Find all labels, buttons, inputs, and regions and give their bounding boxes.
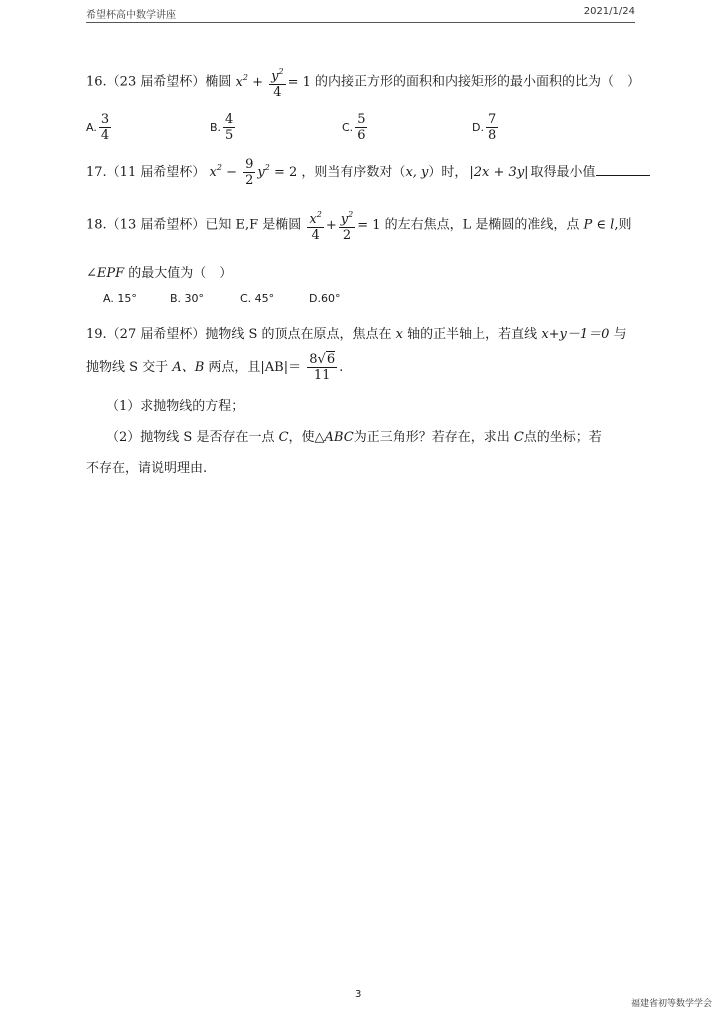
q17-prefix: 17.（11 届希望杯） [86,165,206,180]
page-number: 3 [355,989,362,1000]
q17-equation: $x^2$ − $\frac{9}{2}$ $y^2 = 2$ [209,157,298,188]
question-17: 17.（11 届希望杯） $x^2$ − $\frac{9}{2}$ $y^2 = 2$ ，则当有序数对（x, y）时， |2x + 3y| 取得最小值 [86,157,650,188]
question-19-line2: 抛物线 S 交于 A、B 两点，且|AB|＝ $\frac{8√6}{11}$ . [86,352,344,383]
q18-mid: 的左右焦点，L 是椭圆的准线，点 [384,217,580,233]
footer-organization: 福建省初等数学学会 [631,999,713,1009]
header-date: 2021/1/24 [583,6,635,17]
q19-sub1: （1）求抛物线的方程； [106,399,245,414]
question-18: 18.（13 届希望杯）已知 E,F 是椭圆 $\frac{x^2}{4}$ + $\frac{y^2}{2}$ = 1 的左右焦点，L 是椭圆的准线，点 P ∈ l,则 [86,207,631,243]
q16-tail: 的内接正方形的面积和内接矩形的最小面积的比为（ ） [315,74,641,90]
question-18-line2: ∠EPF 的最大值为（ ） [86,266,233,281]
question-16 [86,64,640,100]
q19-sub2: （2）抛物线 S 是否存在一点 C，使△ABC为正三角形？若存在，求出 C点的坐标；若 [106,430,602,445]
q17-answer-blank [596,163,650,176]
page-header [86,6,635,23]
q16-option-c: C. $\frac{5}{6}$ [342,112,366,143]
q16-option-a: A. $\frac{3}{4}$ [86,112,110,143]
q16-prefix: 16.（23 届希望杯）椭圆 [86,74,232,90]
q19-sub2-line2: 不存在，请说明理由. [86,461,208,476]
q16-option-b: B. $\frac{4}{5}$ [210,112,234,143]
q16-frac: $\frac{y^2}{4}$ [269,64,285,100]
question-19: 19.（27 届希望杯）抛物线 S 的顶点在原点，焦点在 x 轴的正半轴上，若直线 x+y－1＝0 与 [86,327,627,342]
q16-equation: $x^2$ + $\frac{y^2}{4}$ = 1 [236,75,311,90]
q17-mid: ，则当有序数对（ [301,165,406,180]
q19-ab-length: $\frac{8√6}{11}$ [309,352,336,383]
q18-option-b: B. 30° [170,292,205,305]
q18-equation: $\frac{x^2}{4}$ + $\frac{y^2}{2}$ = 1 [305,218,380,233]
q18-tail: ,则 [614,217,632,233]
q18-prefix: 18.（13 届希望杯）已知 E,F 是椭圆 [86,217,302,233]
header-title: 希望杯高中数学讲座 [86,10,176,21]
q18-option-d: D.60° [309,292,341,305]
q18-option-a: A. 15° [103,292,137,305]
q16-option-d: D. $\frac{7}{8}$ [472,112,497,143]
q17-mid2: ）时， [428,165,468,180]
q18-option-c: C. 45° [240,292,275,305]
q17-tail: 取得最小值 [530,165,596,180]
